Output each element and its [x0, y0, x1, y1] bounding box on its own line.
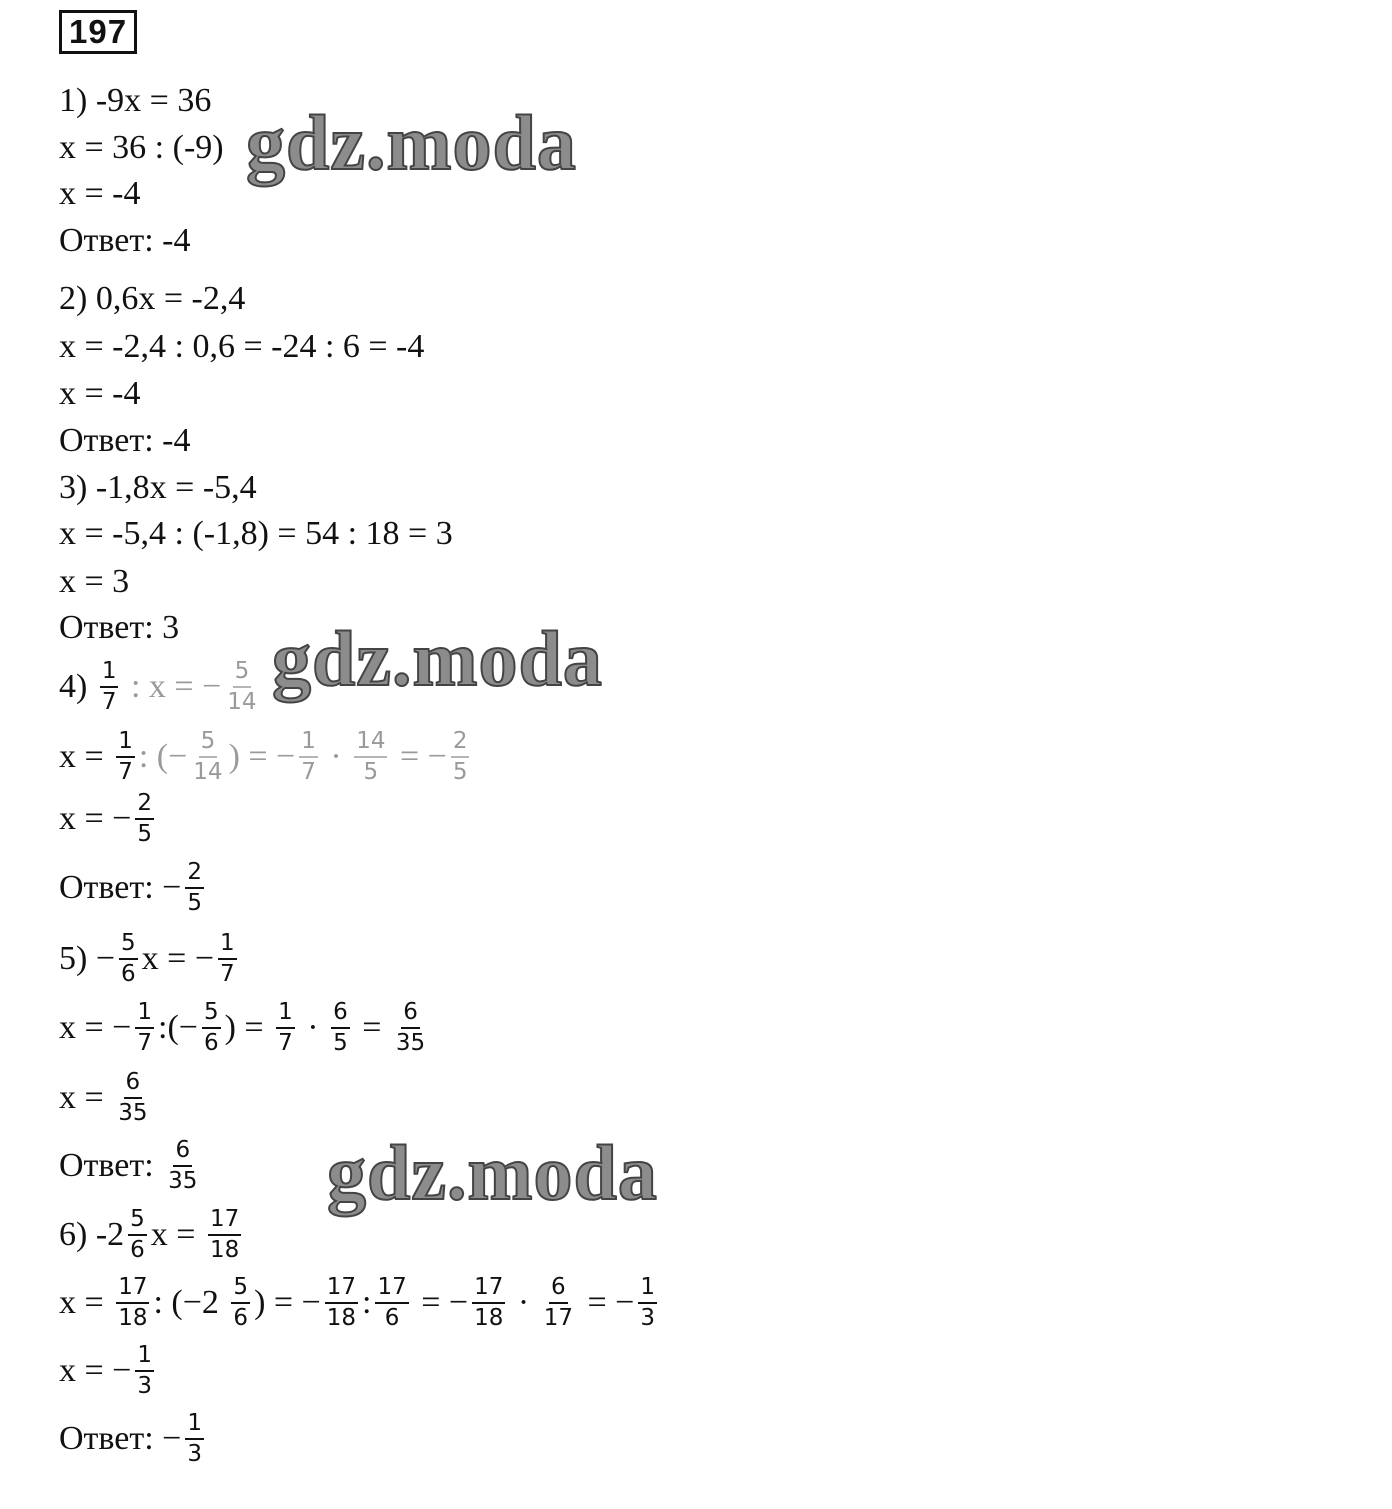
fraction-denominator: 6 [384, 1304, 400, 1331]
fraction [325, 1274, 358, 1332]
equation-text: : [362, 1283, 372, 1321]
fraction [354, 728, 387, 786]
fraction-denominator: 6 [203, 1029, 219, 1056]
fraction-numerator: 5 [233, 658, 252, 688]
equation-line [59, 279, 246, 317]
watermark: gdz.moda [272, 615, 603, 702]
fraction [394, 999, 427, 1057]
fraction-numerator: 1 [218, 930, 237, 960]
equation-line [59, 221, 191, 259]
fraction-numerator: 1 [638, 1274, 657, 1304]
fraction-numerator: 2 [185, 859, 204, 889]
fraction-denominator: 3 [640, 1304, 655, 1331]
equation-line [59, 1341, 158, 1399]
equation-text: : (−2 [153, 1283, 228, 1321]
fraction [135, 999, 154, 1057]
fraction-numerator: 6 [331, 999, 350, 1029]
equation-text: 6) -2 [59, 1215, 125, 1253]
fraction [231, 1274, 250, 1332]
equation-text: x = − [59, 799, 132, 837]
fraction [119, 930, 138, 988]
fraction-denominator: 3 [187, 1440, 202, 1467]
fraction [542, 1274, 575, 1332]
fraction-numerator: 17 [472, 1274, 505, 1304]
equation-text: x = -2,4 : 0,6 = -24 : 6 = -4 [59, 327, 425, 365]
fraction-denominator: 35 [168, 1167, 198, 1194]
fraction [276, 999, 295, 1057]
equation-line [59, 421, 191, 459]
fraction [135, 1342, 154, 1400]
fraction-denominator: 5 [333, 1029, 348, 1056]
fraction-numerator: 17 [208, 1206, 241, 1236]
equation-text: x = 36 : (-9) [59, 128, 224, 166]
fraction-denominator: 35 [118, 1099, 148, 1126]
fraction [638, 1274, 657, 1332]
equation-text: 5) − [59, 939, 115, 977]
fraction [185, 859, 204, 917]
equation-line [59, 789, 158, 847]
fraction-numerator: 5 [119, 930, 138, 960]
equation-text: x = [59, 1283, 113, 1321]
fraction [116, 728, 135, 786]
fraction-numerator: 1 [276, 999, 295, 1029]
fraction [116, 1069, 149, 1127]
equation-line [59, 374, 141, 412]
fraction-denominator: 18 [474, 1304, 504, 1331]
equation-line [59, 727, 473, 785]
equation-line [59, 657, 263, 715]
fraction-numerator: 1 [299, 728, 318, 758]
equation-line [59, 128, 224, 166]
fraction-numerator: 6 [401, 999, 420, 1029]
fraction [128, 1206, 147, 1264]
fraction-numerator: 6 [549, 1274, 568, 1304]
equation-text: x = [59, 1078, 113, 1116]
equation-text: = − [412, 1283, 469, 1321]
fraction-denominator: 6 [130, 1236, 145, 1263]
equation-line [59, 514, 453, 552]
fraction-numerator: 2 [451, 728, 470, 758]
fraction-denominator: 14 [193, 758, 223, 785]
fraction-numerator: 6 [124, 1069, 143, 1099]
equation-text: = − [579, 1283, 635, 1321]
equation-text: Ответ: − [59, 868, 182, 906]
fraction-numerator: 5 [199, 728, 218, 758]
fraction-denominator: 35 [395, 1029, 426, 1056]
fraction-denominator: 18 [326, 1304, 357, 1331]
equation-text: = − [391, 737, 447, 775]
equation-text: = [353, 1008, 390, 1046]
equation-text: ) = − [228, 737, 296, 775]
fraction-numerator: 5 [128, 1206, 147, 1236]
fraction-denominator: 5 [187, 889, 202, 916]
equation-text: x = [59, 737, 113, 775]
fraction-denominator: 6 [233, 1304, 249, 1331]
fraction [218, 930, 237, 988]
fraction-numerator: 1 [116, 728, 135, 758]
fraction [185, 1410, 204, 1468]
fraction [299, 728, 318, 786]
equation-text: ) = [224, 1008, 273, 1046]
equation-text: x = -4 [59, 374, 141, 412]
equation-line [59, 1068, 153, 1126]
fraction-denominator: 5 [137, 820, 152, 847]
fraction-denominator: 5 [452, 758, 468, 785]
equation-text: 2) 0,6x = -2,4 [59, 279, 246, 317]
fraction [208, 1206, 241, 1264]
fraction-numerator: 17 [116, 1274, 149, 1304]
fraction-denominator: 7 [301, 758, 316, 785]
equation-text: Ответ: − [59, 1419, 182, 1457]
equation-text: :(− [158, 1008, 198, 1046]
fraction [225, 658, 258, 716]
fraction-denominator: 17 [543, 1304, 573, 1331]
fraction-denominator: 5 [363, 758, 379, 785]
equation-text: x = − [59, 1351, 132, 1389]
fraction-denominator: 6 [121, 960, 136, 987]
fraction [451, 728, 470, 786]
equation-line [59, 1136, 203, 1194]
equation-line [59, 1409, 208, 1467]
equation-text: 1) -9x = 36 [59, 81, 212, 119]
equation-text: x = [150, 1215, 204, 1253]
fraction-denominator: 7 [278, 1029, 293, 1056]
equation-text: Ответ: -4 [59, 221, 191, 259]
equation-text: 4) [59, 667, 96, 705]
equation-text: 3) -1,8x = -5,4 [59, 468, 257, 506]
equation-text: x = -5,4 : (-1,8) = 54 : 18 = 3 [59, 514, 453, 552]
equation-text: : x = − [122, 667, 222, 705]
fraction-numerator: 5 [202, 999, 221, 1029]
fraction-denominator: 7 [220, 960, 235, 987]
fraction-denominator: 7 [118, 758, 133, 785]
equation-line [59, 1273, 661, 1331]
fraction-denominator: 7 [101, 688, 117, 715]
equation-line [59, 562, 130, 600]
equation-text: · [298, 1008, 328, 1046]
fraction [331, 999, 350, 1057]
equation-line [59, 608, 180, 646]
fraction [116, 1274, 149, 1332]
equation-text: · [509, 1283, 538, 1321]
equation-line [59, 327, 425, 365]
fraction [191, 728, 224, 786]
equation-text: x = -4 [59, 174, 141, 212]
equation-text: x = 3 [59, 562, 130, 600]
equation-text: Ответ: 3 [59, 608, 180, 646]
fraction [166, 1137, 199, 1195]
equation-line [59, 174, 141, 212]
equation-text: Ответ: -4 [59, 421, 191, 459]
watermark: gdz.moda [327, 1129, 658, 1216]
equation-text: Ответ: [59, 1146, 163, 1184]
fraction-numerator: 2 [135, 790, 154, 820]
equation-text: ) = − [254, 1283, 321, 1321]
fraction-denominator: 14 [227, 688, 257, 715]
equation-line [59, 1205, 245, 1263]
task-number-box: 197 [59, 10, 137, 54]
fraction-denominator: 18 [118, 1304, 148, 1331]
fraction-numerator: 17 [375, 1274, 408, 1304]
fraction-numerator: 1 [185, 1410, 204, 1440]
watermark: gdz.moda [246, 99, 577, 186]
fraction-numerator: 5 [231, 1274, 250, 1304]
fraction-numerator: 1 [100, 658, 119, 688]
fraction [100, 658, 119, 716]
equation-text: · [321, 737, 351, 775]
fraction-numerator: 6 [173, 1137, 192, 1167]
fraction [375, 1274, 408, 1332]
fraction-denominator: 18 [209, 1236, 240, 1263]
equation-line [59, 929, 241, 987]
equation-line [59, 998, 431, 1056]
equation-line [59, 858, 208, 916]
fraction-denominator: 7 [137, 1029, 152, 1056]
fraction-numerator: 17 [325, 1274, 358, 1304]
equation-text: x = − [59, 1008, 132, 1046]
fraction [135, 790, 154, 848]
fraction-numerator: 1 [135, 999, 154, 1029]
fraction-numerator: 1 [135, 1342, 154, 1372]
fraction-denominator: 3 [137, 1372, 152, 1399]
fraction-numerator: 14 [354, 728, 387, 758]
fraction [472, 1274, 505, 1332]
equation-text: x = − [141, 939, 214, 977]
equation-line [59, 81, 212, 119]
equation-text: : (− [138, 737, 188, 775]
equation-line [59, 468, 257, 506]
fraction [202, 999, 221, 1057]
